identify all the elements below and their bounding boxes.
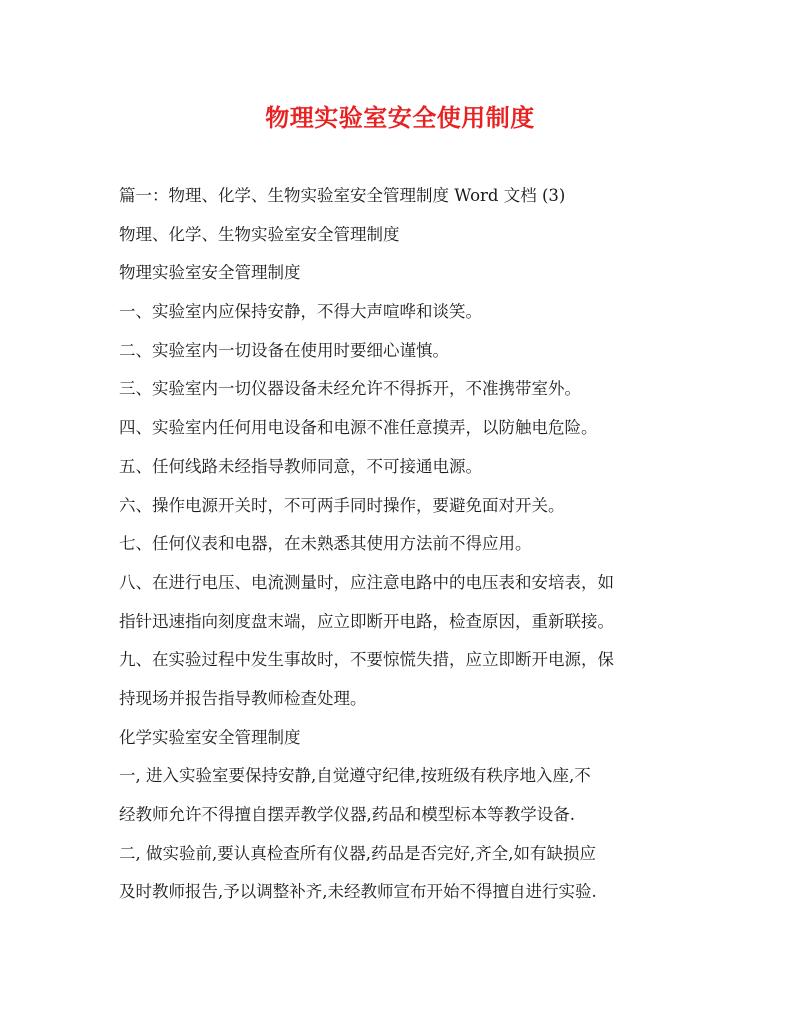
text-line: 持现场并报告指导教师检查处理。 xyxy=(119,688,367,708)
text-line: 一, 进入实验室要保持安静,自觉遵守纪律,按班级有秩序地入座,不 xyxy=(119,766,591,786)
text-line: 六、操作电源开关时，不可两手同时操作，要避免面对开关。 xyxy=(119,495,565,515)
text-line: 三、实验室内一切仪器设备未经允许不得拆开，不准携带室外。 xyxy=(119,379,581,399)
document-body xyxy=(119,177,685,912)
text-line: 七、任何仪表和电器，在未熟悉其使用方法前不得应用。 xyxy=(119,534,532,554)
text-line: 四、实验室内任何用电设备和电源不准任意摸弄，以防触电危险。 xyxy=(119,418,598,438)
text-line: 经教师允许不得擅自摆弄教学仪器,药品和模型标本等教学设备. xyxy=(119,805,575,824)
document-title: 物理实验室安全使用制度 xyxy=(265,103,535,132)
text-line: 二、实验室内一切设备在使用时要细心谨慎。 xyxy=(119,340,449,360)
text-line: 化学实验室安全管理制度 xyxy=(119,727,301,747)
text-line: 篇一：物理、化学、生物实验室安全管理制度 Word 文档 (3) xyxy=(119,186,566,205)
text-line: 五、任何线路未经指导教师同意，不可接通电源。 xyxy=(119,456,482,476)
text-line: 二, 做实验前,要认真检查所有仪器,药品是否完好,齐全,如有缺损应 xyxy=(119,843,596,863)
text-line: 九、在实验过程中发生事故时，不要惊慌失措，应立即断开电源，保 xyxy=(119,650,614,670)
text-line: 及时教师报告,予以调整补齐,未经教师宣布开始不得擅自进行实验. xyxy=(119,882,597,902)
text-line: 一、实验室内应保持安静，不得大声喧哗和谈笑。 xyxy=(119,302,482,322)
text-line: 物理实验室安全管理制度 xyxy=(119,263,301,283)
text-line: 物理、化学、生物实验室安全管理制度 xyxy=(119,224,400,244)
text-line: 指针迅速指向刻度盘末端，应立即断开电路，检查原因，重新联接。 xyxy=(119,611,614,631)
text-line: 八、在进行电压、电流测量时，应注意电路中的电压表和安培表，如 xyxy=(119,572,614,592)
